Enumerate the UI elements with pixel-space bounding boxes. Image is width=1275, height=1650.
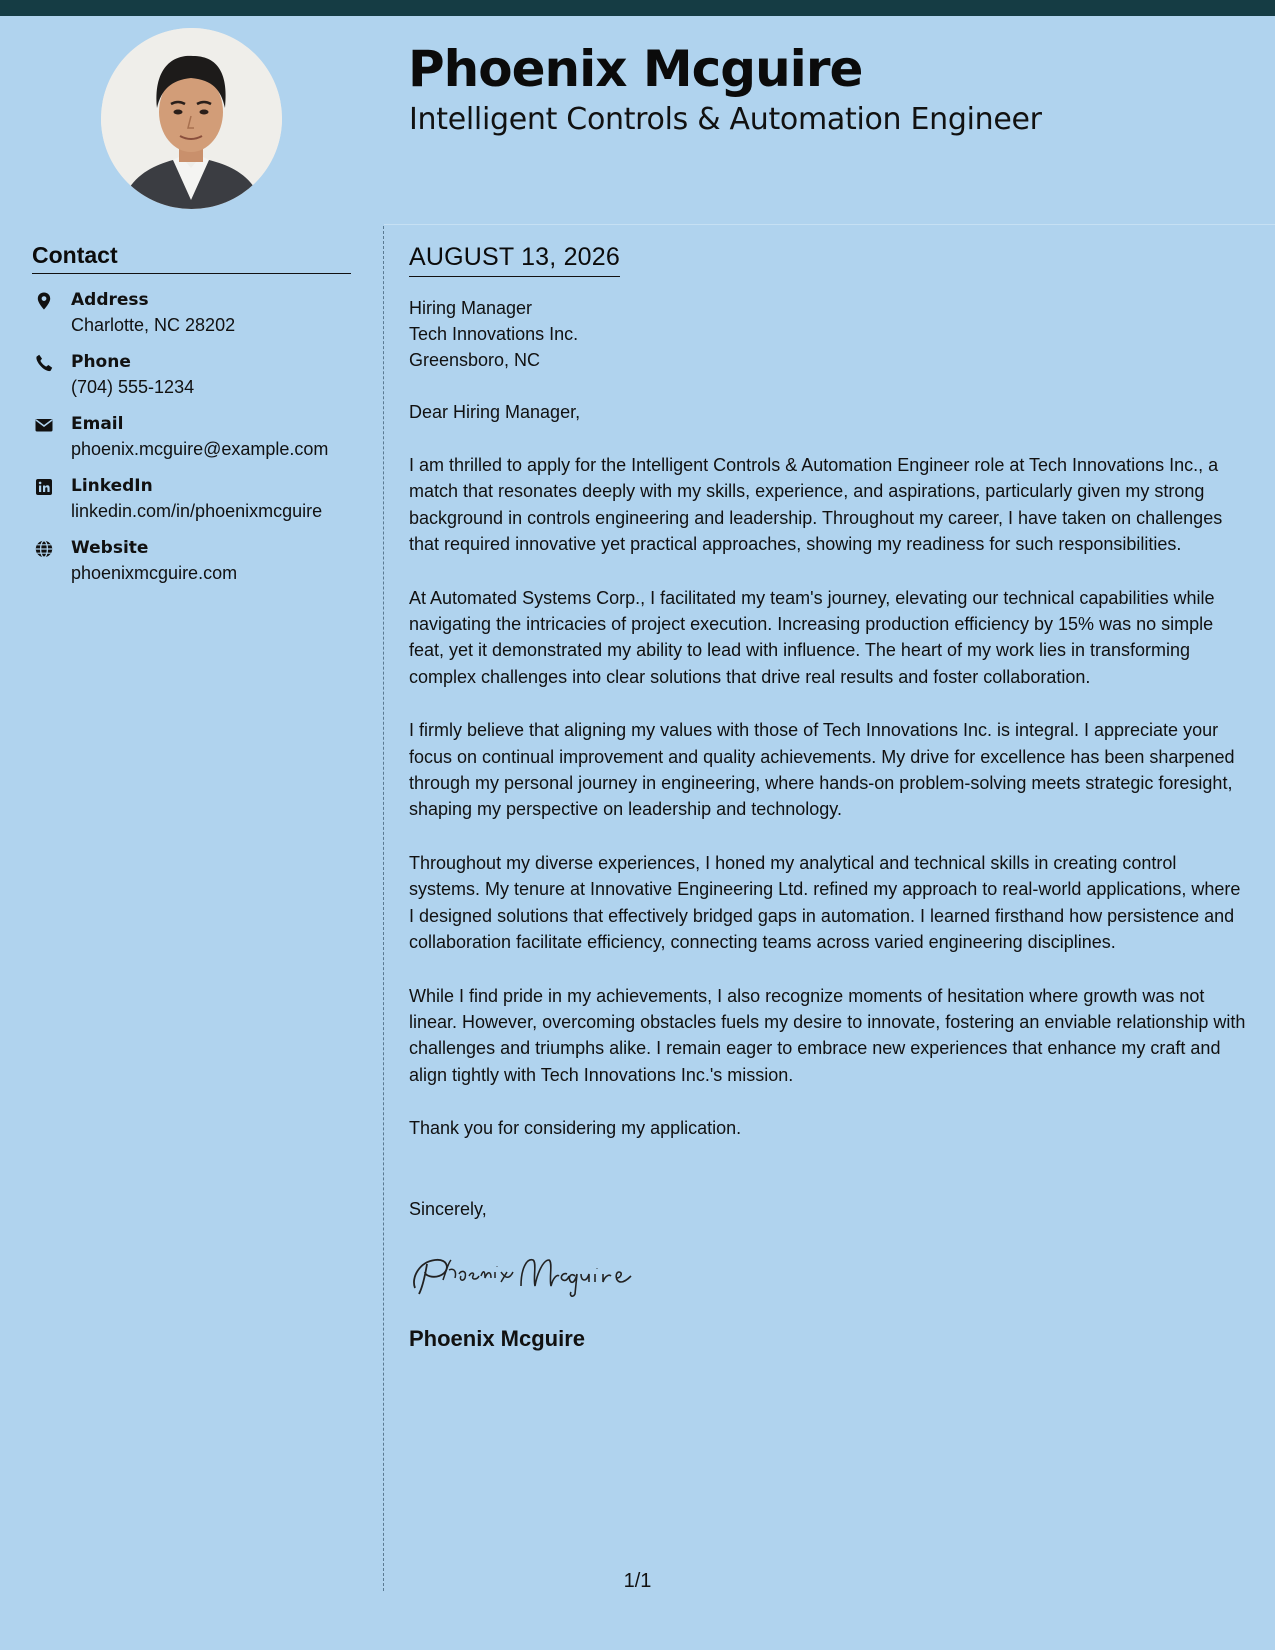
contact-label: Address xyxy=(71,290,149,310)
recipient-line: Greensboro, NC xyxy=(409,350,541,370)
contact-address xyxy=(32,288,351,338)
letter-paragraph: Throughout my diverse experiences, I honed my analytical and technical skills in creating control systems. My tenure at Innovative Engineering Ltd. refined my approach to real-world applications, where I designed solutions that effectively bridged gaps in automation. I learned firsthand how persistence and collaboration facilitate efficiency, connecting teams across varied engineering disciplines. xyxy=(409,852,1241,953)
cover-letter xyxy=(409,240,1249,1354)
letter-paragraph: I firmly believe that aligning my values with those of Tech Innovations Inc. is integral. I appreciate your focus on continual improvement and quality achievements. My drive for excellence has been sharpened through my personal journey in engineering, where hands-on problem-solving meets strategic foresight, shaping my perspective on leadership and technology. xyxy=(409,720,1235,820)
contact-linkedin xyxy=(32,474,351,524)
page-number: 1/1 xyxy=(623,1570,652,1592)
contact-value: phoenixmcguire.com xyxy=(71,563,238,583)
contact-value: phoenix.mcguire@example.com xyxy=(71,439,329,459)
letter-paragraph: At Automated Systems Corp., I facilitated my team's journey, elevating our technical capabilities while navigating the intricacies of project execution. Increasing production efficiency by 15% was no simple feat, yet it demonstrated my ability to lead with influence. The heart of my work lies in transforming complex challenges into clear solutions that drive real results and foster collaboration. xyxy=(409,587,1215,687)
contact-value: Charlotte, NC 28202 xyxy=(71,315,236,335)
globe-icon xyxy=(34,539,54,559)
recipient-line: Hiring Manager xyxy=(409,298,533,318)
letter-paragraph: While I find pride in my achievements, I also recognize moments of hesitation where growth was not linear. However, overcoming obstacles fuels my desire to innovate, fostering an enviable relationship with challenges and triumphs alike. I remain eager to embrace new experiences that enhance my craft and align tightly with Tech Innovations Inc.'s mission. xyxy=(409,985,1246,1085)
salutation: Dear Hiring Manager, xyxy=(409,402,581,422)
closing: Sincerely, xyxy=(409,1198,487,1219)
contact-website xyxy=(32,536,351,586)
header-divider xyxy=(384,224,1275,225)
letter-paragraph: Thank you for considering my application. xyxy=(409,1118,742,1139)
linkedin-icon xyxy=(34,477,54,497)
phone-icon xyxy=(34,353,54,373)
recipient-block xyxy=(409,295,1249,373)
envelope-icon xyxy=(34,415,54,435)
column-divider xyxy=(383,226,384,1591)
recipient-line: Tech Innovations Inc. xyxy=(409,324,579,344)
contact-value: linkedin.com/in/phoenixmcguire xyxy=(71,501,323,521)
contact-sidebar xyxy=(32,240,351,586)
candidate-name: Phoenix Mcguire xyxy=(408,40,863,98)
contact-email xyxy=(32,412,351,462)
handwritten-signature xyxy=(409,1248,679,1300)
letter-date: AUGUST 13, 2026 xyxy=(409,240,620,277)
contact-label: Phone xyxy=(71,352,131,372)
contact-label: Email xyxy=(71,414,124,434)
contact-heading: Contact xyxy=(32,240,351,274)
contact-value: (704) 555-1234 xyxy=(71,377,195,397)
contact-phone xyxy=(32,350,351,400)
letter-paragraph: I am thrilled to apply for the Intelligent Controls & Automation Engineer role at Tech Innovations Inc., a match that resonates deeply with my skills, experience, and aspirations, particularly given my strong background in controls engineering and leadership. Throughout my career, I have taken on challenges that required innovative yet practical approaches, showing my readiness for such responsibilities. xyxy=(409,455,1223,555)
map-pin-icon xyxy=(34,291,54,311)
signed-name: Phoenix Mcguire xyxy=(409,1325,586,1351)
contact-label: Website xyxy=(71,538,149,558)
job-title: Intelligent Controls & Automation Engineer xyxy=(409,102,1042,137)
contact-label: LinkedIn xyxy=(71,476,153,496)
profile-photo xyxy=(101,28,282,209)
top-bar xyxy=(0,0,1275,16)
